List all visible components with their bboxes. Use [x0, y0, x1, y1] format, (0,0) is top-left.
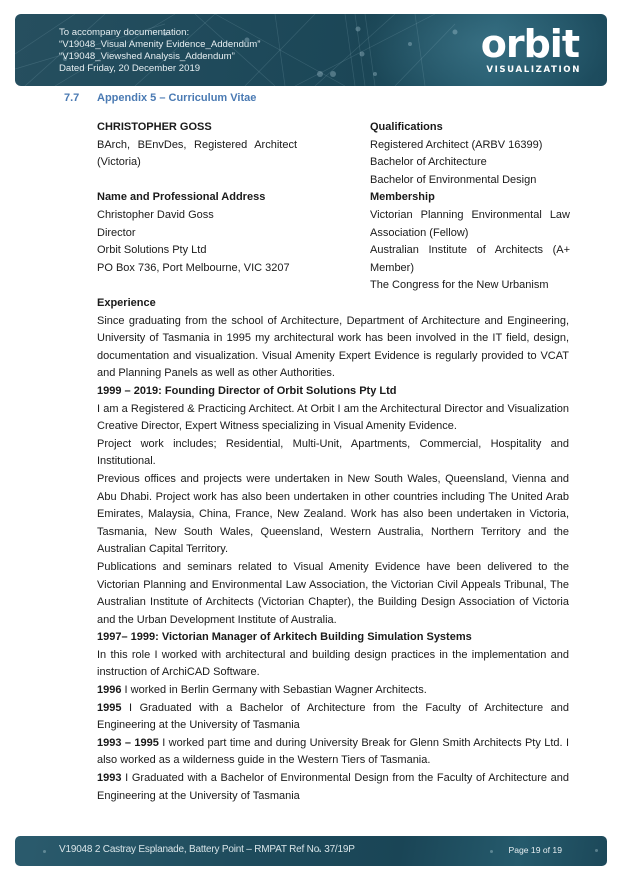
timeline-text: I worked in Berlin Germany with Sebastian Wagner Architects.: [121, 684, 427, 697]
role-paragraph: I am a Registered & Practicing Architect. At Orbit I am the Architectural Director and Visualization Creative Director, Expert Witness specializing in Visual Amenity Evidence.: [97, 402, 569, 433]
logo-wordmark: orbit: [480, 22, 579, 66]
banner-line: Dated Friday, 20 December 2019: [59, 63, 201, 74]
timeline-year: 1995: [97, 701, 122, 714]
membership-item: The Congress for the New Urbanism: [370, 279, 549, 292]
qualification-item: Bachelor of Environmental Design: [370, 173, 537, 186]
decorative-dot: [43, 850, 46, 853]
banner-line: “V19048_Viewshed Analysis_Addendum”: [59, 51, 235, 62]
role-heading: 1999 – 2019: Founding Director of Orbit Solutions Pty Ltd: [97, 384, 397, 397]
decorative-dot: [595, 849, 598, 852]
role-paragraph: In this role I worked with architectural and building design practices in the implementation and instruction of ArchiCAD Software.: [97, 648, 569, 679]
orbit-logo: [481, 24, 581, 76]
timeline-year: 1993: [97, 772, 122, 785]
page-number: Page 19 of 19: [508, 845, 562, 855]
section-title: Appendix 5 – Curriculum Vitae: [97, 92, 257, 104]
timeline-entry: [97, 682, 569, 700]
address-line: PO Box 736, Port Melbourne, VIC 3207: [97, 261, 290, 274]
membership-item: Victorian Planning Environmental Law Association (Fellow): [370, 208, 570, 239]
logo-subtitle: VISUALIZATION: [486, 65, 581, 75]
personal-details-column: [97, 119, 297, 277]
qualifications-column: [370, 119, 570, 295]
decorative-dot: [490, 850, 493, 853]
credentials: BArch, BEnvDes, Registered Architect (Victoria): [97, 138, 297, 169]
section-number: 7.7: [64, 92, 80, 104]
role-paragraph: Project work includes; Residential, Multi-Unit, Apartments, Commercial, Hospitality and Institutional.: [97, 437, 569, 468]
spacer: [97, 172, 297, 190]
address-heading: Name and Professional Address: [97, 191, 266, 204]
address-line: Christopher David Goss: [97, 208, 214, 221]
timeline-entry: [97, 735, 569, 770]
timeline-year: 1993 – 1995: [97, 736, 159, 749]
role-paragraph: Previous offices and projects were undertaken in New South Wales, Queensland, Vienna and Abu Dhabi. Project work has also been undertaken in other countries including The United Arab Emirates, Malaysia, China, France, New Zealand. Work has also been undertaken in Victoria, Tasmania, New South Wales, Queensland, Western Australia, Northern Territory and the Australian Capital Territory.: [97, 472, 569, 556]
banner-line: “V19048_Visual Amenity Evidence_Addendum”: [59, 39, 261, 50]
address-line: Orbit Solutions Pty Ltd: [97, 244, 207, 257]
timeline-text: I Graduated with a Bachelor of Architecture from the Faculty of Architecture and Engineering at the University of Tasmania: [97, 701, 569, 732]
timeline-text: I worked part time and during University Break for Glenn Smith Architects Pty Ltd. I also worked as a wilderness guide in the Western Tiers of Tasmania.: [97, 736, 570, 767]
banner-line: To accompany documentation:: [59, 27, 190, 38]
timeline-entry: [97, 700, 569, 735]
page-footer: [15, 836, 607, 866]
experience-section: [97, 295, 569, 805]
project-reference: V19048 2 Castray Esplanade, Battery Point – RMPAT Ref No. 37/19P: [59, 844, 355, 855]
qualification-item: Registered Architect (ARBV 16399): [370, 138, 543, 151]
timeline-text: I Graduated with a Bachelor of Environmental Design from the Faculty of Architecture and Engineering at the University of Tasmania: [97, 772, 569, 802]
person-name: CHRISTOPHER GOSS: [97, 121, 212, 133]
membership-heading: Membership: [370, 191, 435, 204]
documentation-reference: [59, 27, 260, 75]
timeline-year: 1996: [97, 684, 122, 697]
role-paragraph: Publications and seminars related to Visual Amenity Evidence have been delivered to the Victorian Planning and Environmental Law Association, the Victorian Civil Appeals Tribunal, The Australian Institute of Architects (Victorian Chapter), the Building Design Association of Victoria and the Urban Development Institute of Australia.: [97, 560, 569, 626]
role-heading: 1997– 1999: Victorian Manager of Arkitech Building Simulation Systems: [97, 631, 472, 644]
header-banner: [15, 14, 607, 86]
section-heading: [64, 90, 256, 107]
membership-item: Australian Institute of Architects (A+ Member): [370, 244, 570, 274]
qualifications-heading: Qualifications: [370, 121, 443, 133]
address-line: Director: [97, 226, 136, 239]
experience-heading: Experience: [97, 297, 156, 309]
timeline-entry: [97, 770, 569, 805]
qualification-item: Bachelor of Architecture: [370, 156, 487, 169]
experience-intro: Since graduating from the school of Architecture, Department of Architecture and Engineering, University of Tasmania in 1995 my architectural work has been involved in the IT field, design, documentation and visualization. Visual Amenity Expert Evidence is regularly provided to VCAT and Planning Panels as well as other Authorities.: [97, 314, 569, 380]
